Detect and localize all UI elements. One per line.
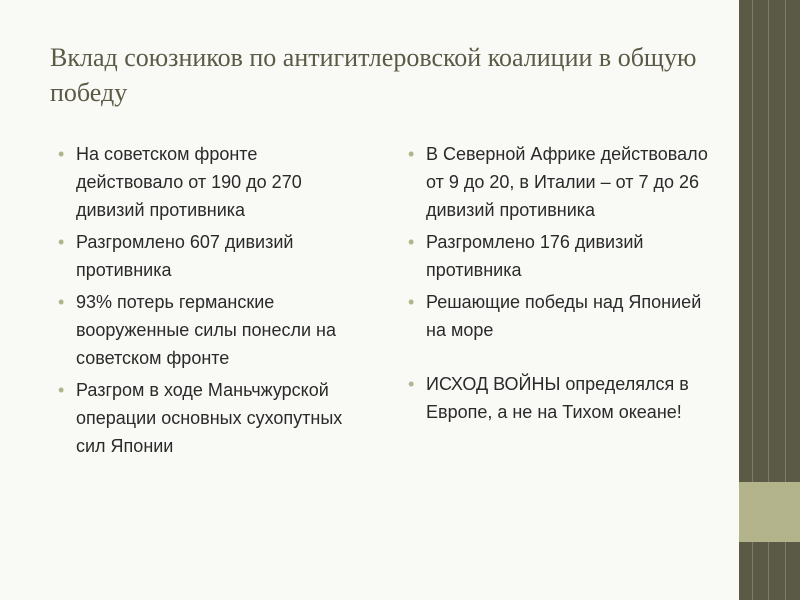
bullet-icon: • — [408, 374, 415, 394]
bullet-icon: • — [58, 144, 65, 164]
bullet-item — [58, 288, 358, 372]
bullet-icon: • — [58, 292, 65, 312]
bullet-item — [408, 140, 708, 224]
bullet-text: Разгромлено 607 дивизий противника — [76, 232, 294, 280]
slide-title: Вклад союзников по антигитлеровской коалиции в общую победу — [50, 43, 697, 107]
bullet-icon: • — [58, 380, 65, 400]
bullet-icon: • — [408, 292, 415, 312]
bullet-text: Решающие победы над Японией на море — [426, 292, 702, 340]
bullet-text: Разгромлено 176 дивизий противника — [426, 232, 644, 280]
bullet-text: В Северной Африке действовало от 9 до 20, в Италии – от 7 до 26 дивизий противника — [426, 144, 708, 220]
bullet-icon: • — [408, 144, 415, 164]
bullet-item — [408, 228, 708, 284]
bullet-item — [408, 288, 708, 344]
right-column — [408, 140, 708, 430]
bullet-text: Разгром в ходе Маньчжурской операции основных сухопутных сил Японии — [76, 380, 343, 456]
bullet-text: На советском фронте действовало от 190 до 270 дивизий противника — [76, 144, 302, 220]
bullet-item — [58, 228, 358, 284]
bullet-item — [58, 140, 358, 224]
bullet-icon: • — [408, 232, 415, 252]
left-bullet-list — [58, 140, 358, 460]
left-column — [58, 140, 358, 464]
sidebar-accent-block — [739, 482, 800, 542]
bullet-text: 93% потерь германские вооруженные силы понесли на советском фронте — [76, 292, 336, 368]
bullet-item — [58, 376, 358, 460]
right-bullet-list — [408, 140, 708, 426]
bullet-item-conclusion — [408, 370, 708, 426]
bullet-text: ИСХОД ВОЙНЫ определялся в Европе, а не на Тихом океане! — [426, 374, 689, 422]
bullet-icon: • — [58, 232, 65, 252]
